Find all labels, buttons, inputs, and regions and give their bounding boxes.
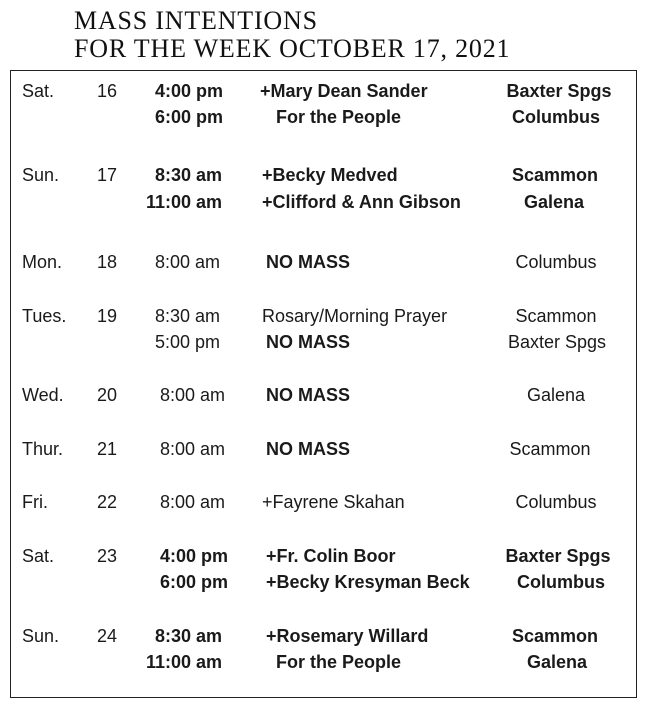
page-title: MASS INTENTIONS bbox=[74, 6, 318, 35]
mass-time: 8:00 am bbox=[160, 439, 226, 459]
schedule-date: 21 bbox=[97, 439, 118, 459]
page-subtitle: FOR THE WEEK OCTOBER 17, 2021 bbox=[74, 34, 511, 63]
mass-intention: NO MASS bbox=[266, 252, 351, 272]
mass-time: 4:00 pm bbox=[155, 81, 224, 101]
schedule-day: Wed. bbox=[22, 385, 64, 405]
schedule-day: Sat. bbox=[22, 546, 55, 566]
schedule-date: 18 bbox=[97, 252, 118, 272]
schedule-date: 20 bbox=[97, 385, 118, 405]
mass-intention: Rosary/Morning Prayer bbox=[262, 306, 448, 326]
mass-location: Baxter Spgs bbox=[505, 546, 611, 566]
schedule-date: 24 bbox=[97, 626, 118, 646]
mass-intention: +Clifford & Ann Gibson bbox=[262, 192, 461, 212]
mass-intention: NO MASS bbox=[266, 385, 351, 405]
mass-time: 8:00 am bbox=[160, 385, 226, 405]
mass-intention: +Rosemary Willard bbox=[266, 626, 429, 646]
mass-time: 11:00 am bbox=[146, 652, 223, 672]
mass-location: Galena bbox=[523, 192, 585, 212]
mass-location: Scammon bbox=[511, 165, 599, 185]
mass-time: 8:30 am bbox=[155, 306, 221, 326]
mass-time: 8:00 am bbox=[155, 252, 221, 272]
mass-location: Baxter Spgs bbox=[506, 81, 612, 101]
schedule-day: Sun. bbox=[22, 626, 60, 646]
schedule-date: 23 bbox=[97, 546, 118, 566]
mass-location: Galena bbox=[526, 652, 588, 672]
mass-intention: +Becky Kresyman Beck bbox=[266, 572, 470, 592]
mass-time: 6:00 pm bbox=[160, 572, 229, 592]
mass-location: Galena bbox=[526, 385, 586, 405]
mass-location: Columbus bbox=[515, 252, 597, 272]
mass-intention: +Fayrene Skahan bbox=[262, 492, 405, 512]
mass-time: 8:00 am bbox=[160, 492, 226, 512]
mass-time: 11:00 am bbox=[146, 192, 223, 212]
schedule-date: 17 bbox=[97, 165, 118, 185]
mass-intention: +Mary Dean Sander bbox=[260, 81, 428, 101]
mass-time: 4:00 pm bbox=[160, 546, 229, 566]
schedule-day: Sun. bbox=[22, 165, 60, 185]
mass-intention: +Fr. Colin Boor bbox=[266, 546, 396, 566]
mass-time: 6:00 pm bbox=[155, 107, 224, 127]
schedule-day: Fri. bbox=[22, 492, 48, 512]
mass-location: Scammon bbox=[509, 439, 591, 459]
mass-location: Scammon bbox=[511, 626, 599, 646]
mass-time: 5:00 pm bbox=[155, 332, 221, 352]
mass-location: Columbus bbox=[515, 492, 597, 512]
schedule-day: Thur. bbox=[22, 439, 64, 459]
schedule-date: 19 bbox=[97, 306, 118, 326]
mass-location: Scammon bbox=[515, 306, 597, 326]
mass-intention: +Becky Medved bbox=[262, 165, 398, 185]
mass-intention: NO MASS bbox=[266, 439, 351, 459]
mass-time: 8:30 am bbox=[155, 165, 223, 185]
schedule-day: Mon. bbox=[22, 252, 63, 272]
schedule-day: Tues. bbox=[22, 306, 67, 326]
mass-intention: For the People bbox=[276, 107, 402, 127]
schedule-day: Sat. bbox=[22, 81, 55, 101]
mass-location: Columbus bbox=[512, 107, 600, 127]
schedule-date: 22 bbox=[97, 492, 118, 512]
schedule-date: 16 bbox=[97, 81, 118, 101]
mass-location: Columbus bbox=[517, 572, 605, 592]
mass-location: Baxter Spgs bbox=[507, 332, 607, 352]
mass-intention: NO MASS bbox=[266, 332, 351, 352]
mass-intention: For the People bbox=[276, 652, 402, 672]
mass-time: 8:30 am bbox=[155, 626, 223, 646]
